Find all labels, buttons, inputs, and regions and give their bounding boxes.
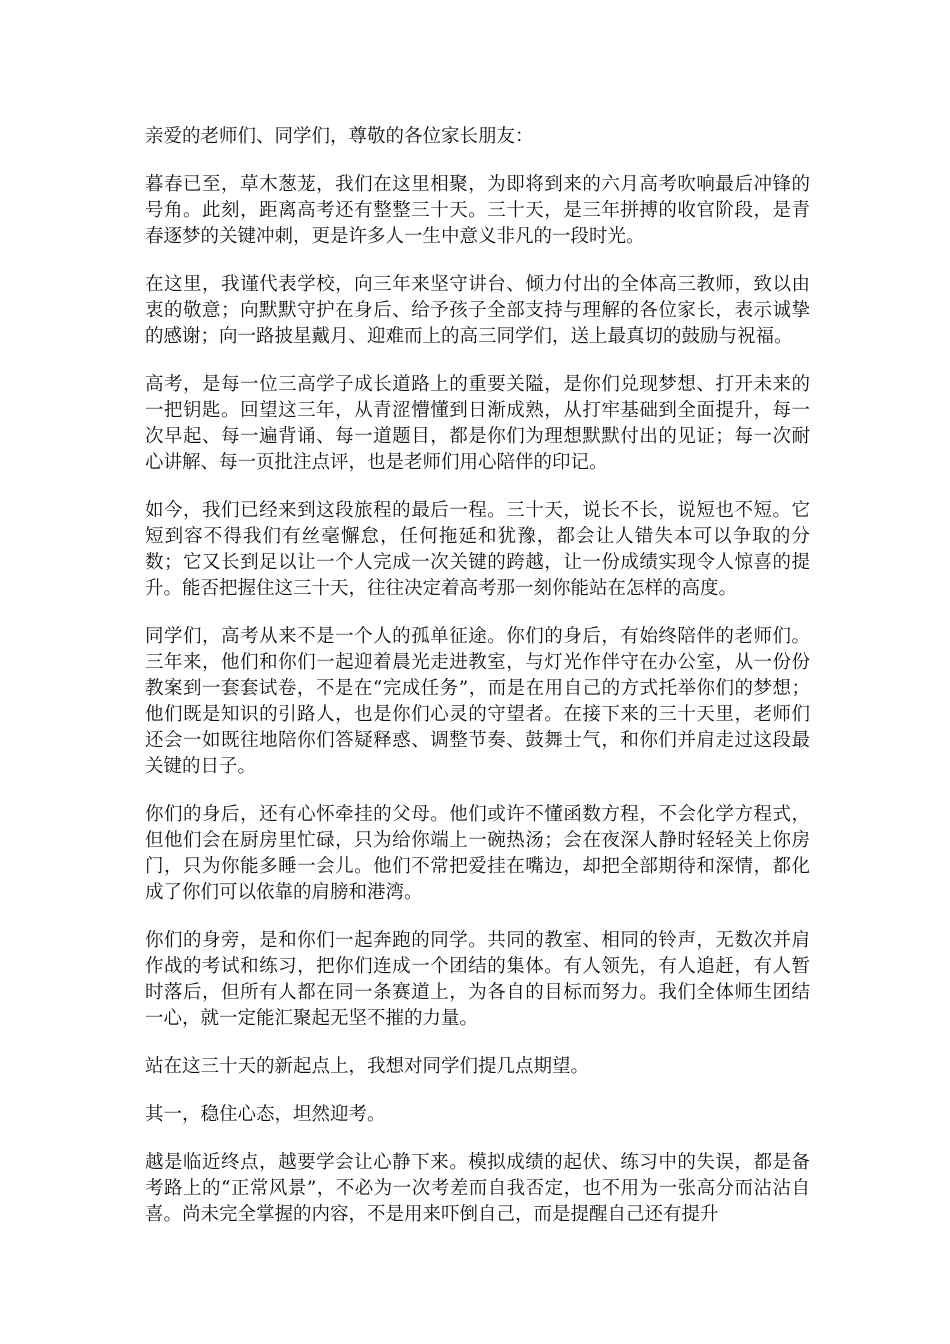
paragraph-teachers: 同学们，高考从来不是一个人的孤单征途。你们的身后，有始终陪伴的老师们。三年来，他们和你们一起迎着晨光走进教室，与灯光作伴守在办公室，从一份份教案到一套套试卷，不是在“完成任务”，而是在用自己的方式托举你们的梦想；他们既是知识的引路人，也是你们心灵的守望者。在接下来的三十天里，老师们还会一如既往地陪你们答疑释惑、调整节奏、鼓舞士气，和你们并肩走过这段最关键的日子。 <box>145 626 810 777</box>
paragraph-gaokao-meaning: 高考，是每一位三高学子成长道路上的重要关隘，是你们兑现梦想、打开未来的一把钥匙。回望这三年，从青涩懵懂到日渐成熟，从打牢基础到全面提升，每一次早起、每一遍背诵、每一道题目，都是你们为理想默默付出的见证；每一次耐心讲解、每一页批注点评，也是老师们用心陪伴的印记。 <box>145 374 810 473</box>
paragraph-classmates: 你们的身旁，是和你们一起奔跑的同学。共同的教室、相同的铃声，无数次并肩作战的考试和练习，把你们连成一个团结的集体。有人领先，有人追赶，有人暂时落后，但所有人都在同一条赛道上，为各自的目标而努力。我们全体师生团结一心，就一定能汇聚起无坚不摧的力量。 <box>145 930 810 1029</box>
paragraph-point-one-heading: 其一，稳住心态，坦然迎考。 <box>145 1104 386 1125</box>
document-body <box>145 124 810 1250</box>
paragraph-final-stage: 如今，我们已经来到这段旅程的最后一程。三十天，说长不长，说短也不短。它短到容不得我们有丝毫懈怠，任何拖延和犹豫，都会让人错失本可以争取的分数；它又长到足以让一个人完成一次关键的跨越，让一份成绩实现令人惊喜的提升。能否把握住这三十天，往往决定着高考那一刻你能站在怎样的高度。 <box>145 500 810 599</box>
paragraph-thanks: 在这里，我谨代表学校，向三年来坚守讲台、倾力付出的全体高三教师，致以由衷的敬意；向默默守护在身后、给予孩子全部支持与理解的各位家长，表示诚挚的感谢；向一路披星戴月、迎难而上的高三同学们，送上最真切的鼓励与祝福。 <box>145 274 810 347</box>
paragraph-point-one-body: 越是临近终点，越要学会让心静下来。模拟成绩的起伏、练习中的失误，都是备考路上的“正常风景”，不必为一次考差而自我否定，也不用为一张高分而沾沾自喜。尚未完全掌握的内容，不是用来吓倒自己，而是提醒自己还有提升 <box>145 1152 810 1225</box>
paragraph-parents: 你们的身后，还有心怀牵挂的父母。他们或许不懂函数方程，不会化学方程式，但他们会在厨房里忙碌，只为给你端上一碗热汤；会在夜深人静时轻轻关上你房门，只为你能多睡一会儿。他们不常把爱挂在嘴边，却把全部期待和深情，都化成了你们可以依靠的肩膀和港湾。 <box>145 804 810 903</box>
paragraph-expectations-intro: 站在这三十天的新起点上，我想对同学们提几点期望。 <box>145 1056 590 1077</box>
paragraph-intro: 暮春已至，草木葱茏，我们在这里相聚，为即将到来的六月高考吹响最后冲锋的号角。此刻，距离高考还有整整三十天。三十天，是三年拼搏的收官阶段，是青春逐梦的关键冲刺，更是许多人一生中意义非凡的一段时光。 <box>145 174 810 247</box>
greeting-line: 亲爱的老师们、同学们，尊敬的各位家长朋友： <box>145 126 534 147</box>
